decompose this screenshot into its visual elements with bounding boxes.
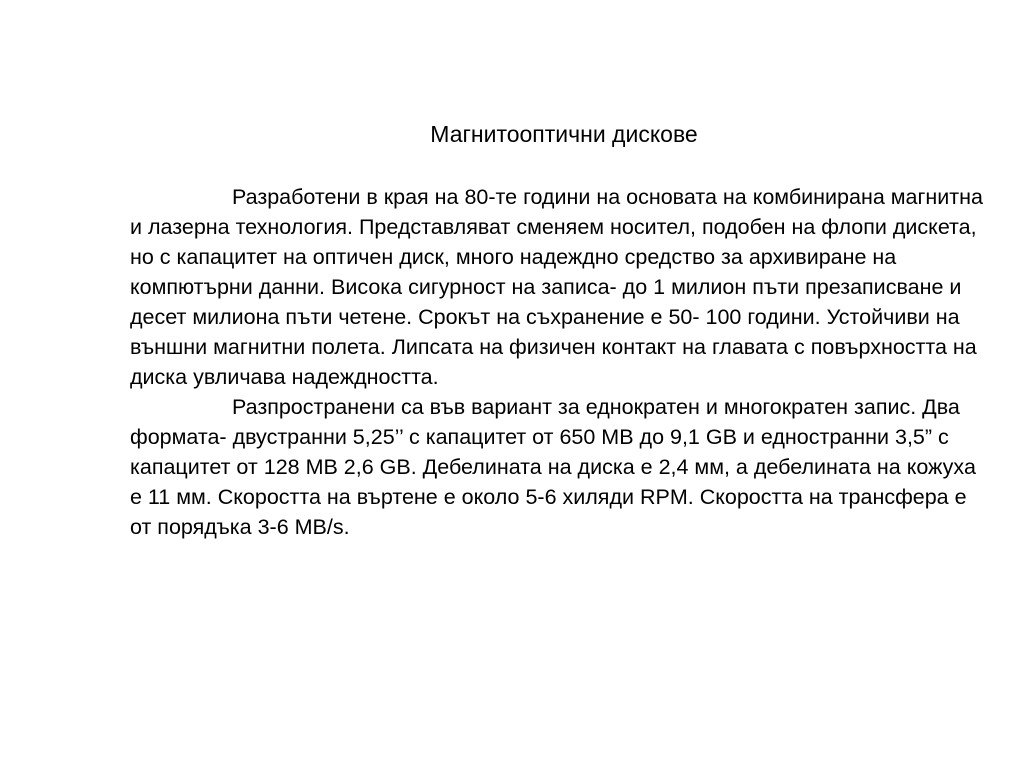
slide-body bbox=[130, 182, 992, 542]
slide-title: Магнитооптични дискове bbox=[430, 121, 698, 147]
paragraph-formats: Разпространени са във вариант за еднократен и многократен запис. Два формата- двустранни 5,25’’ с капацитет от 650 MB до 9,1 GB и едностранни 3,5” с капацитет от 128 MB 2,6 GB. Дебелината на диска е 2,4 мм, а дебелината на кожуха е 11 мм. Скоростта на въртене е около 5-6 хиляди RPM. Скоростта на трансфера е от порядъка 3-6 MB/s. bbox=[130, 395, 976, 539]
paragraph-development: Разработени в края на 80-те години на основата на комбинирана магнитна и лазерна технология. Представляват сменяем носител, подобен на флопи дискета, но с капацитет на оптичен диск, много надеждно средство за архивиране на компютърни данни. Висока сигурност на записа- до 1 милион пъти презаписване и десет милиона пъти четене. Срокът на съхранение е 50- 100 години. Устойчиви на външни магнитни полета. Липсата на физичен контакт на главата с повърхността на диска увличава надеждността. bbox=[130, 185, 983, 389]
